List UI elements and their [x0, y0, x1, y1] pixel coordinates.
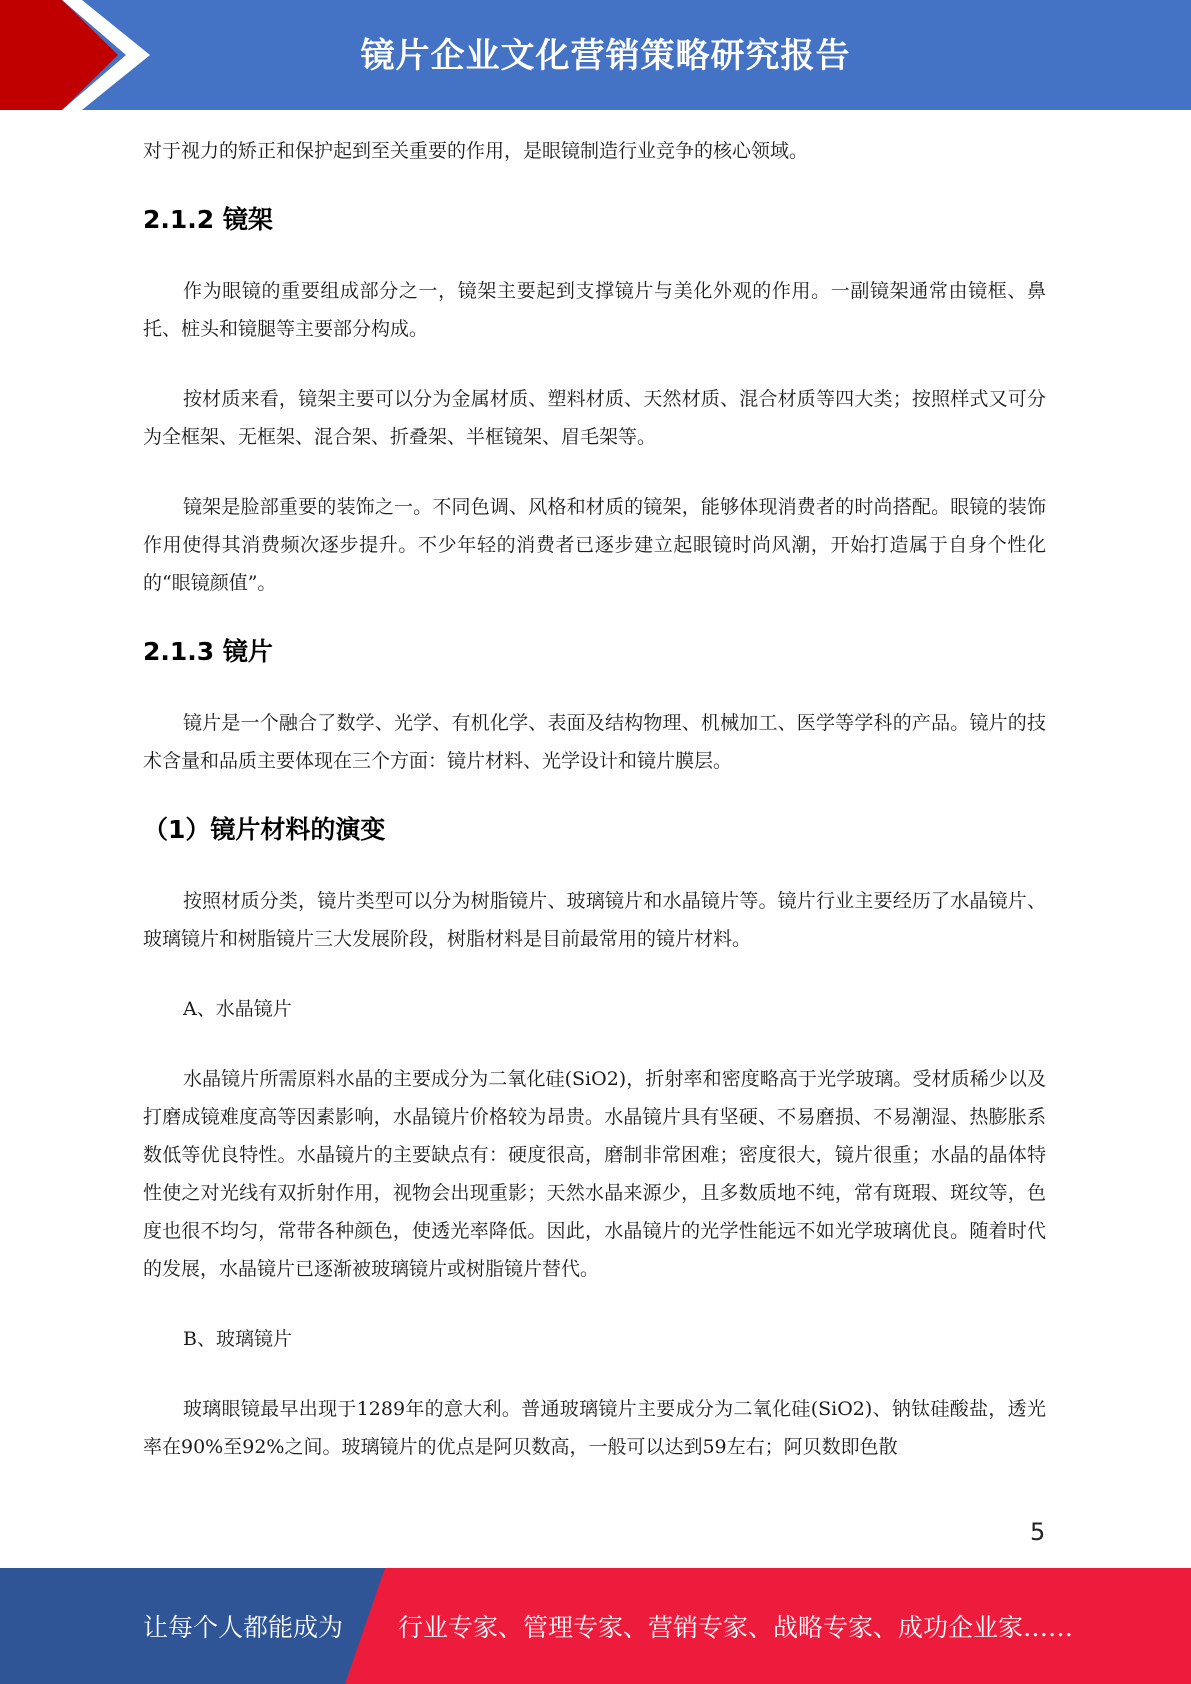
subsection-heading-materials: （1）镜片材料的演变 [143, 815, 386, 844]
lens-paragraph: 镜片是一个融合了数学、光学、有机化学、表面及结构物理、机械加工、医学等学科的产品。镜片的技术含量和品质主要体现在三个方面：镜片材料、光学设计和镜片膜层。 [143, 712, 1046, 772]
footer-slogan-left: 让每个人都能成为 [143, 1613, 344, 1642]
materials-paragraph: 按照材质分类，镜片类型可以分为树脂镜片、玻璃镜片和水晶镜片等。镜片行业主要经历了水晶镜片、玻璃镜片和树脂镜片三大发展阶段，树脂材料是目前最常用的镜片材料。 [143, 890, 1046, 950]
report-title: 镜片企业文化营销策略研究报告 [360, 36, 851, 76]
glass-lens-paragraph: 玻璃眼镜最早出现于1289年的意大利。普通玻璃镜片主要成分为二氧化硅(SiO2)、钠钛硅酸盐，透光率在90%至92%之间。玻璃镜片的优点是阿贝数高，一般可以达到59左右；阿贝数即色散 [143, 1398, 1046, 1458]
section-heading-frame: 2.1.2 镜架 [143, 205, 273, 234]
frame-paragraph-2: 按材质来看，镜架主要可以分为金属材质、塑料材质、天然材质、混合材质等四大类；按照样式又可分为全框架、无框架、混合架、折叠架、半框镜架、眉毛架等。 [143, 388, 1046, 448]
frame-paragraph-1: 作为眼镜的重要组成部分之一，镜架主要起到支撑镜片与美化外观的作用。一副镜架通常由镜框、鼻托、桩头和镜腿等主要部分构成。 [143, 280, 1046, 340]
document-body [143, 132, 1046, 1466]
item-label-glass: B、玻璃镜片 [183, 1328, 292, 1350]
page-header [0, 0, 1191, 110]
item-label-crystal: A、水晶镜片 [183, 998, 292, 1020]
section-heading-lens: 2.1.3 镜片 [143, 637, 273, 666]
page-number: 5 [1030, 1518, 1046, 1546]
frame-paragraph-3: 镜架是脸部重要的装饰之一。不同色调、风格和材质的镜架，能够体现消费者的时尚搭配。眼镜的装饰作用使得其消费频次逐步提升。不少年轻的消费者已逐步建立起眼镜时尚风潮，开始打造属于自身个性化的“眼镜颜值”。 [143, 496, 1046, 594]
intro-paragraph: 对于视力的矫正和保护起到至关重要的作用，是眼镜制造行业竞争的核心领域。 [143, 140, 809, 162]
page-footer [0, 1568, 1191, 1684]
crystal-lens-paragraph: 水晶镜片所需原料水晶的主要成分为二氧化硅(SiO2)，折射率和密度略高于光学玻璃。受材质稀少以及打磨成镜难度高等因素影响，水晶镜片价格较为昂贵。水晶镜片具有坚硬、不易磨损、不易潮湿、热膨胀系数低等优良特性。水晶镜片的主要缺点有：硬度很高，磨制非常困难；密度很大，镜片很重；水晶的晶体特性使之对光线有双折射作用，视物会出现重影；天然水晶来源少，且多数质地不纯，常有斑瑕、斑纹等，色度也很不均匀，常带各种颜色，使透光率降低。因此，水晶镜片的光学性能远不如光学玻璃优良。随着时代的发展，水晶镜片已逐渐被玻璃镜片或树脂镜片替代。 [143, 1068, 1046, 1280]
footer-slogan-right: 行业专家、管理专家、营销专家、战略专家、成功企业家…… [398, 1613, 1074, 1642]
